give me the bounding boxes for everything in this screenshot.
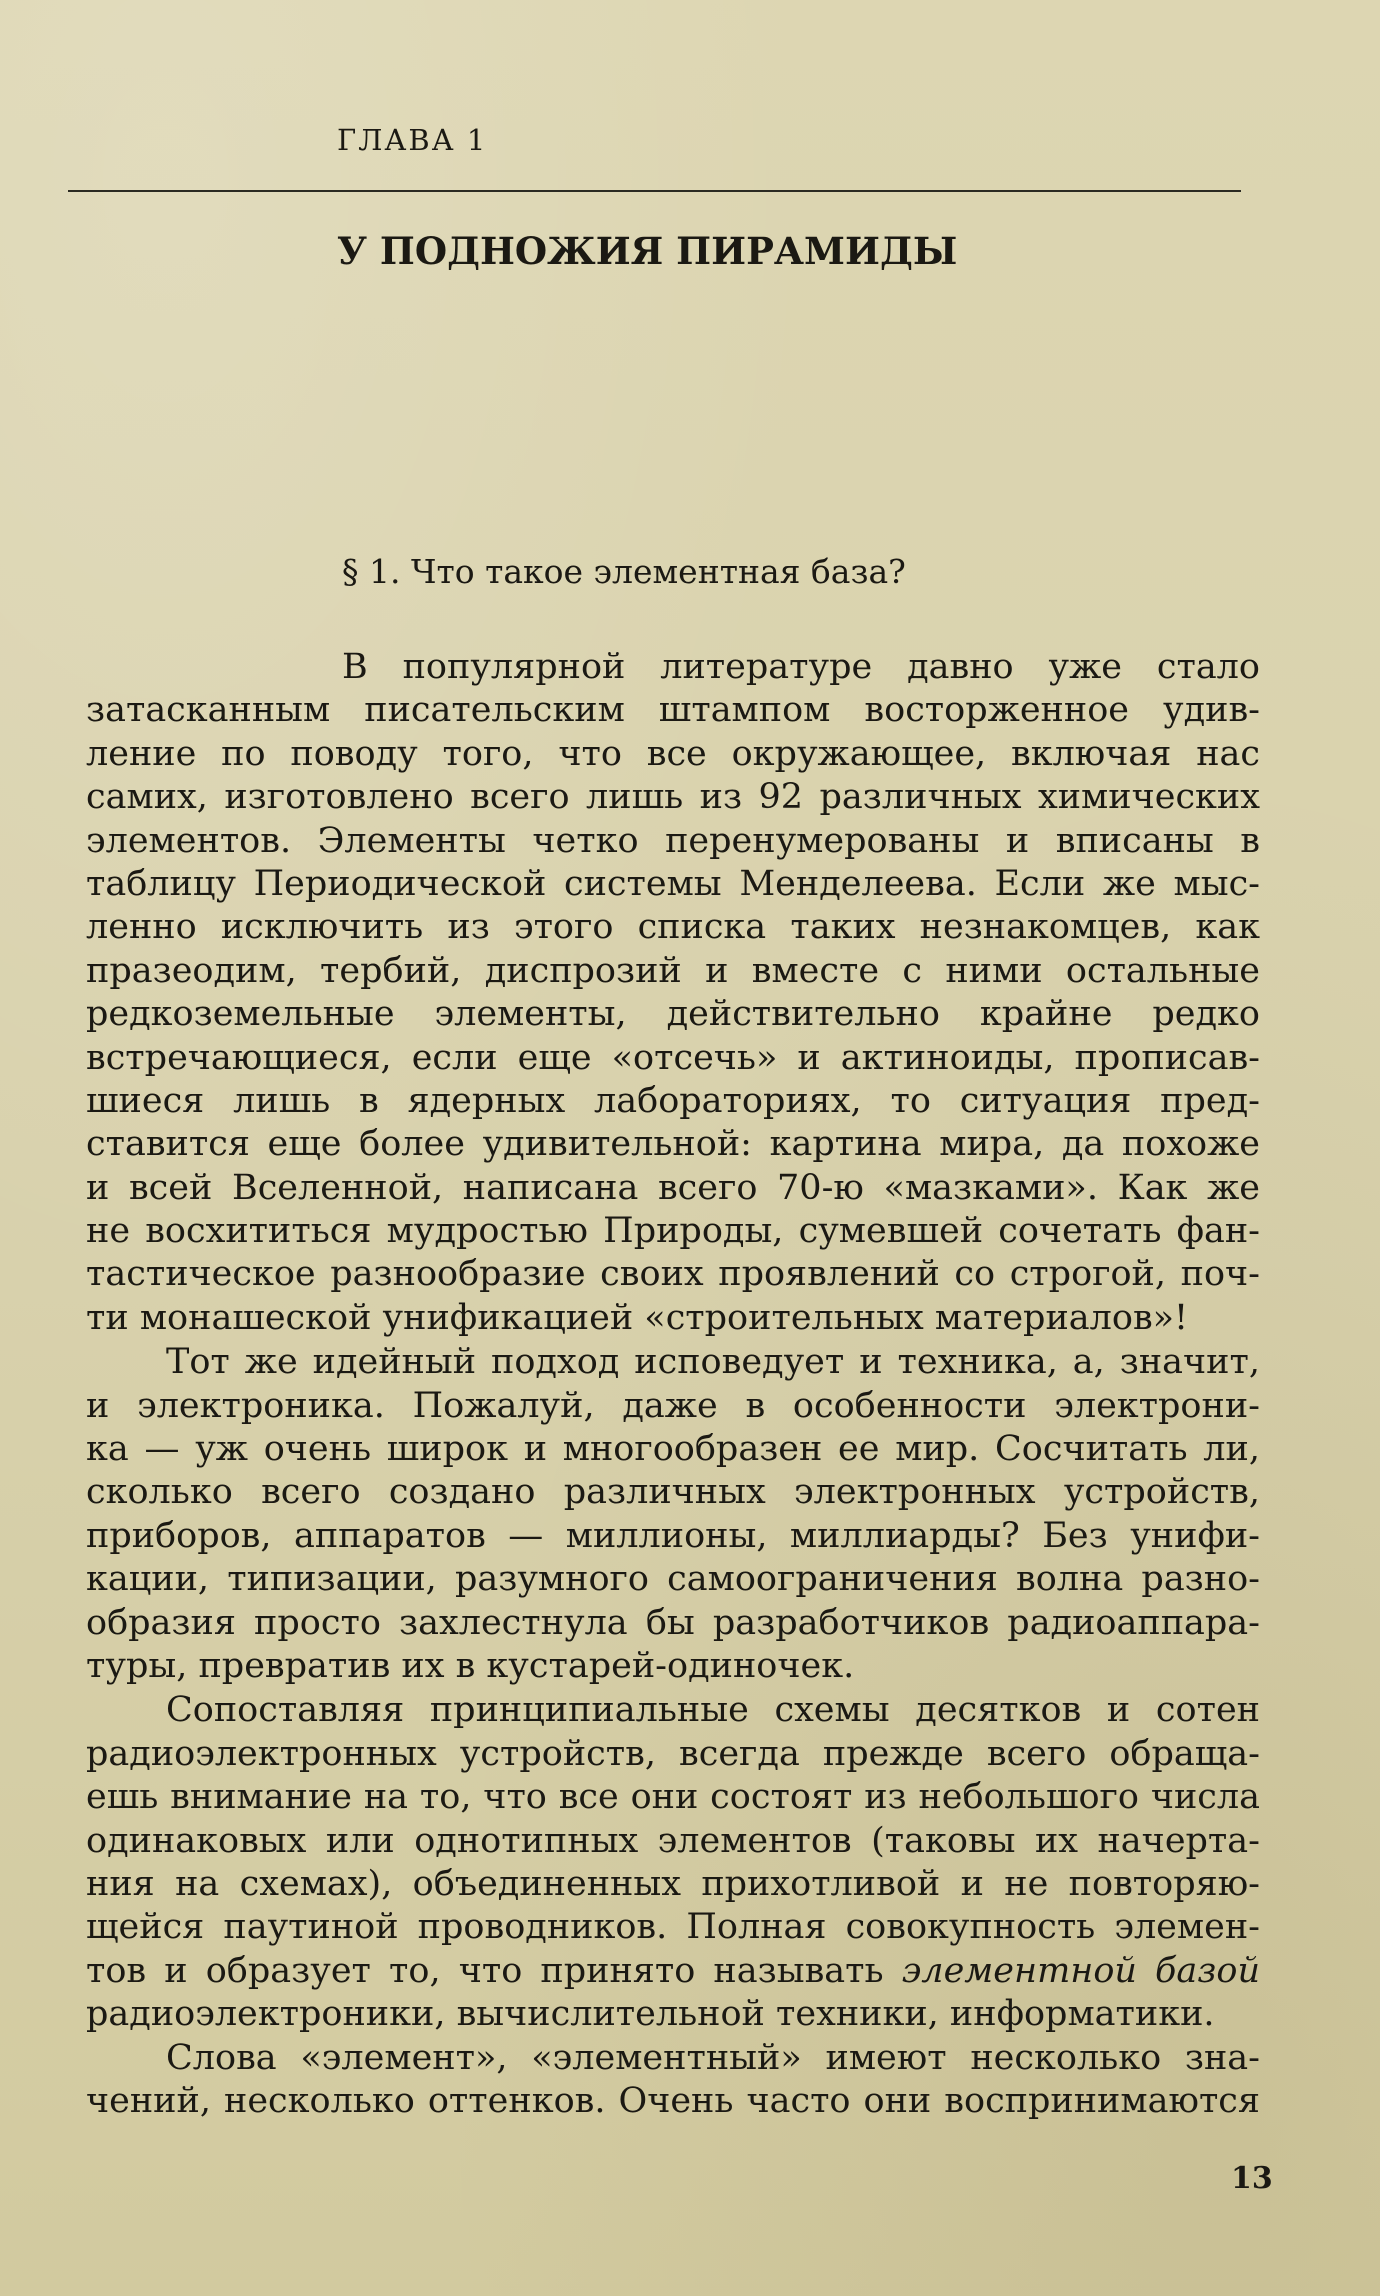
paragraph-3-line-7 <box>86 1950 1260 1993</box>
paragraph-3-line-7-text: тов и образует то, что принято называть <box>86 1950 902 1991</box>
paragraph-1-line-1: В популярной литературе давно уже стало <box>342 647 1260 687</box>
paragraph-1-line-4: самих, изготовлено всего лишь из 92 различных химических <box>86 777 1260 818</box>
paragraph-1-line-15: тастическое разнообразие своих проявлений со строгой, поч- <box>86 1254 1260 1295</box>
paragraph-1-line-11: шиеся лишь в ядерных лабораториях, то ситуация пред- <box>86 1080 1260 1121</box>
paragraph-1-line-8: празеодим, тербий, диспрозий и вместе с ними остальные <box>86 950 1260 991</box>
paragraph-3-line-4: одинаковых или однотипных элементов (таковы их начерта- <box>86 1820 1260 1861</box>
paragraph-1-line-9: редкоземельные элементы, действительно крайне редко <box>86 994 1260 1035</box>
paragraph-4-line-2: чений, несколько оттенков. Очень часто они воспринимаются <box>86 2080 1260 2121</box>
paragraph-3-line-5: ния на схемах), объединенных прихотливой и не повторяю- <box>86 1863 1260 1904</box>
paragraph-1-line-7: ленно исключить из этого списка таких незнакомцев, как <box>86 907 1260 948</box>
paragraph-1-line-10: встречающиеся, если еще «отсечь» и актиноиды, прописав- <box>86 1037 1260 1078</box>
paragraph-2-line-2: и электроника. Пожалуй, даже в особенности электрони- <box>86 1385 1260 1426</box>
paragraph-3-line-1: Сопоставляя принципиальные схемы десятков и сотен <box>166 1690 1260 1731</box>
paragraph-4-line-1: Слова «элемент», «элементный» имеют несколько зна- <box>166 2037 1260 2078</box>
paragraph-3-line-3: ешь внимание на то, что все они состоят из небольшого числа <box>86 1777 1260 1818</box>
paragraph-2-line-1: Тот же идейный подход исповедует и техника, а, значит, <box>166 1342 1260 1383</box>
chapter-title: У ПОДНОЖИЯ ПИРАМИДЫ <box>337 229 958 273</box>
chapter-label: ГЛАВА 1 <box>337 123 488 157</box>
paragraph-1-line-13: и всей Вселенной, написана всего 70-ю «мазками». Как же <box>86 1167 1260 1208</box>
paragraph-2-line-6: кации, типизации, разумного самоограничения волна разно- <box>86 1559 1260 1600</box>
paragraph-3-line-8: радиоэлектроники, вычислительной техники, информатики. <box>86 1994 1215 2035</box>
paragraph-1-line-5: элементов. Элементы четко перенумерованы и вписаны в <box>86 820 1260 861</box>
paragraph-2-line-3: ка — уж очень широк и многообразен ее мир. Сосчитать ли, <box>86 1429 1260 1470</box>
paragraph-2-line-8: туры, превратив их в кустарей-одиночек. <box>86 1645 855 1686</box>
paragraph-3-line-2: радиоэлектронных устройств, всегда прежде всего обраща- <box>86 1733 1260 1774</box>
paragraph-1-line-14: не восхититься мудростью Природы, сумевшей сочетать фан- <box>86 1211 1260 1252</box>
paragraph-2-line-7: образия просто захлестнула бы разработчиков радиоаппара- <box>86 1602 1260 1643</box>
paragraph-2-line-5: приборов, аппаратов — миллионы, миллиарды? Без унифи- <box>86 1515 1260 1556</box>
body-text <box>86 646 1260 2123</box>
paragraph-2-line-4: сколько всего создано различных электронных устройств, <box>86 1472 1260 1513</box>
paragraph-1-line-2: затасканным писательским штампом восторженное удив- <box>86 690 1260 731</box>
section-title: § 1. Что такое элементная база? <box>342 552 906 591</box>
paragraph-1-line-12: ставится еще более удивительной: картина мира, да похоже <box>86 1124 1260 1165</box>
paragraph-1-line-16: ти монашеской унификацией «строительных материалов»! <box>86 1297 1189 1338</box>
paragraph-1-line-6: таблицу Периодической системы Менделеева. Если же мыс- <box>86 863 1260 904</box>
paragraph-3-line-6: щейся паутиной проводников. Полная совокупность элемен- <box>86 1907 1260 1948</box>
header-rule <box>68 190 1241 192</box>
page-number: 13 <box>1231 2161 1273 2196</box>
paragraph-1-line-3: ление по поводу того, что все окружающее, включая нас <box>86 733 1260 774</box>
term-emphasis: элементной базой <box>901 1950 1260 1991</box>
